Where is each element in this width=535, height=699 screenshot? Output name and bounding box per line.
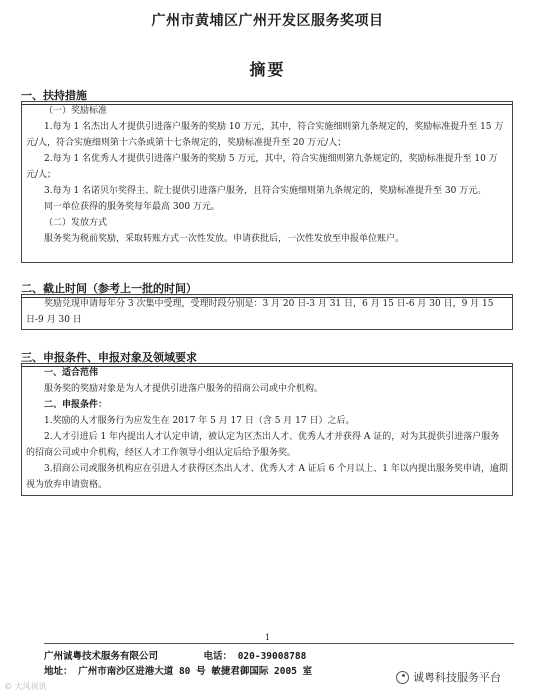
condition-item: 3.招商公司或服务机构应在引进人才获得区杰出人才、优秀人才 A 证后 6 个月以上、1 年以内提出服务奖申请，逾期视为放弃申请资格。 [26, 464, 508, 490]
section-box-conditions [21, 363, 513, 496]
watermark-left: © 大风视讯 [4, 682, 47, 691]
section-heading-measures: 一、扶持措施 [21, 87, 513, 105]
wechat-icon [396, 671, 409, 684]
section-box-deadline [21, 294, 513, 330]
document-subtitle: 摘要 [249, 60, 286, 79]
footer-company-line [44, 648, 344, 662]
deadline-text: 奖励兑现申请每年分 3 次集中受理，受理时段分别是：3 月 20 日-3 月 31 日，6 月 15 日-6 月 30 日，9 月 15 日-9 月 30 日 [26, 299, 494, 325]
section-heading-conditions: 三、申报条件、申报对象及领域要求 [21, 349, 513, 367]
condition-item: 2.人才引进后 1 年内提出人才认定申请，被认定为区杰出人才、优秀人才并获得 A 证的，对为其提供引进落户服务的招商公司或中介机构，经区人才工作领导小组认定后给予服务奖。 [26, 432, 500, 458]
section-box-measures [21, 101, 513, 263]
footer-divider [44, 643, 514, 644]
scope-text: 服务奖的奖励对象是为人才提供引进落户服务的招商公司或中介机构。 [44, 384, 324, 394]
watermark-right [396, 669, 501, 685]
document-title: 广州市黄埔区广州开发区服务奖项目 [151, 13, 384, 29]
reward-item: 2.每为 1 名优秀人才提供引进落户服务的奖励 5 万元，其中，符合实施细则第九条规定的，奖励标准提升至 10 万元/人； [26, 154, 498, 180]
conditions-title: 二、申报条件： [44, 400, 108, 410]
footer-company: 广州诚粤技术服务有限公司 [44, 651, 159, 662]
reward-item: 3.每为 1 名诺贝尔奖得主、院士提供引进落户服务，且符合实施细则第九条规定的，奖励标准提升至 30 万元。 [44, 186, 487, 196]
reward-cap: 同一单位获得的服务奖每年最高 300 万元。 [44, 202, 220, 212]
section-heading-deadline: 二、截止时间（参考上一批的时间） [21, 280, 513, 298]
subheading-payment-method: （二）发放方式 [44, 218, 108, 228]
scope-title: 一、适合范伟 [44, 368, 99, 378]
condition-item: 1.奖励的人才服务行为应发生在 2017 年 5 月 17 日（含 5 月 17 日）之后。 [44, 416, 355, 426]
page-number: 1 [264, 633, 271, 642]
subheading-reward-standard: （一）奖励标准 [44, 106, 108, 116]
footer-address: 地址： 广州市南沙区进港大道 80 号 敏捷君御国际 2005 室 [44, 666, 313, 677]
reward-item: 1.每为 1 名杰出人才提供引进落户服务的奖励 10 万元，其中，符合实施细则第九条规定的，奖励标准提升至 15 万元/人，符合实施细则第十六条或第十七条规定的，奖励标准提升至 20 万元/人； [26, 122, 504, 148]
watermark-right-text: 诚粤科技服务平台 [413, 671, 501, 684]
payment-text: 服务奖为税前奖励，采取转账方式一次性发放。申请获批后，一次性发放至申报单位账户。 [44, 234, 405, 244]
footer-phone: 电话： 020-39008788 [203, 651, 307, 662]
